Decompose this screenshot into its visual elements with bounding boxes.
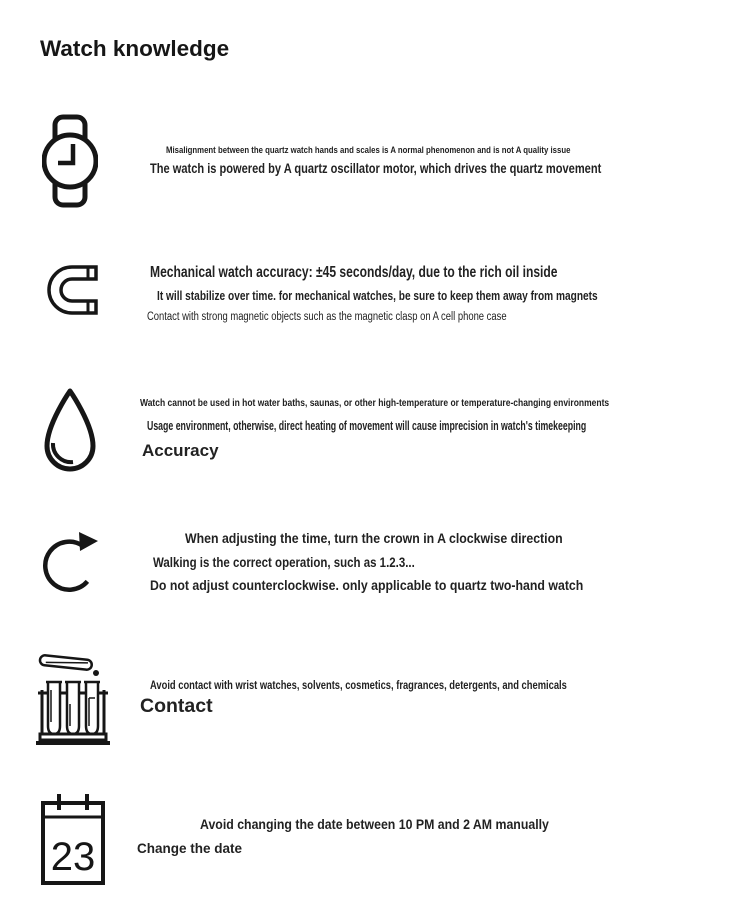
water-drop-icon [40,386,100,481]
note-line: Mechanical watch accuracy: ±45 seconds/day, due to the rich oil inside [150,264,558,281]
watch-icon [42,114,98,208]
note-line: The watch is powered by A quartz oscillator motor, which drives the quartz movement [150,161,602,176]
note-line: Accuracy [142,441,219,460]
note-line: Misalignment between the quartz watch hands and scales is A normal phenomenon and is not A quality issue [166,145,571,156]
note-line: Avoid changing the date between 10 PM and 2 AM manually [200,816,549,832]
note-line: Avoid contact with wrist watches, solvents, cosmetics, fragrances, detergents, and chemicals [150,678,567,692]
note-line: Change the date [137,841,243,856]
note-line: Contact with strong magnetic objects such as the magnetic clasp on A cell phone case [147,311,507,323]
test-tubes-icon [34,646,112,748]
note-line: Watch cannot be used in hot water baths, saunas, or other high-temperature or temperature-changing environments [140,398,610,409]
calendar-icon [40,790,106,886]
calendar-day-number: 23 [50,835,96,879]
page-title: Watch knowledge [40,36,230,61]
rotate-clockwise-icon [42,524,100,602]
note-line: Walking is the correct operation, such as 1.2.3... [153,554,415,570]
note-line: When adjusting the time, turn the crown in A clockwise direction [185,530,563,546]
note-line: Do not adjust counterclockwise. only applicable to quartz two-hand watch [150,577,584,593]
magnet-icon [46,264,106,322]
note-line: Contact [140,695,213,717]
note-line: It will stabilize over time. for mechanical watches, be sure to keep them away from magnets [157,288,598,303]
note-line: Usage environment, otherwise, direct heating of movement will cause imprecision in watch's timekeeping [147,419,587,433]
